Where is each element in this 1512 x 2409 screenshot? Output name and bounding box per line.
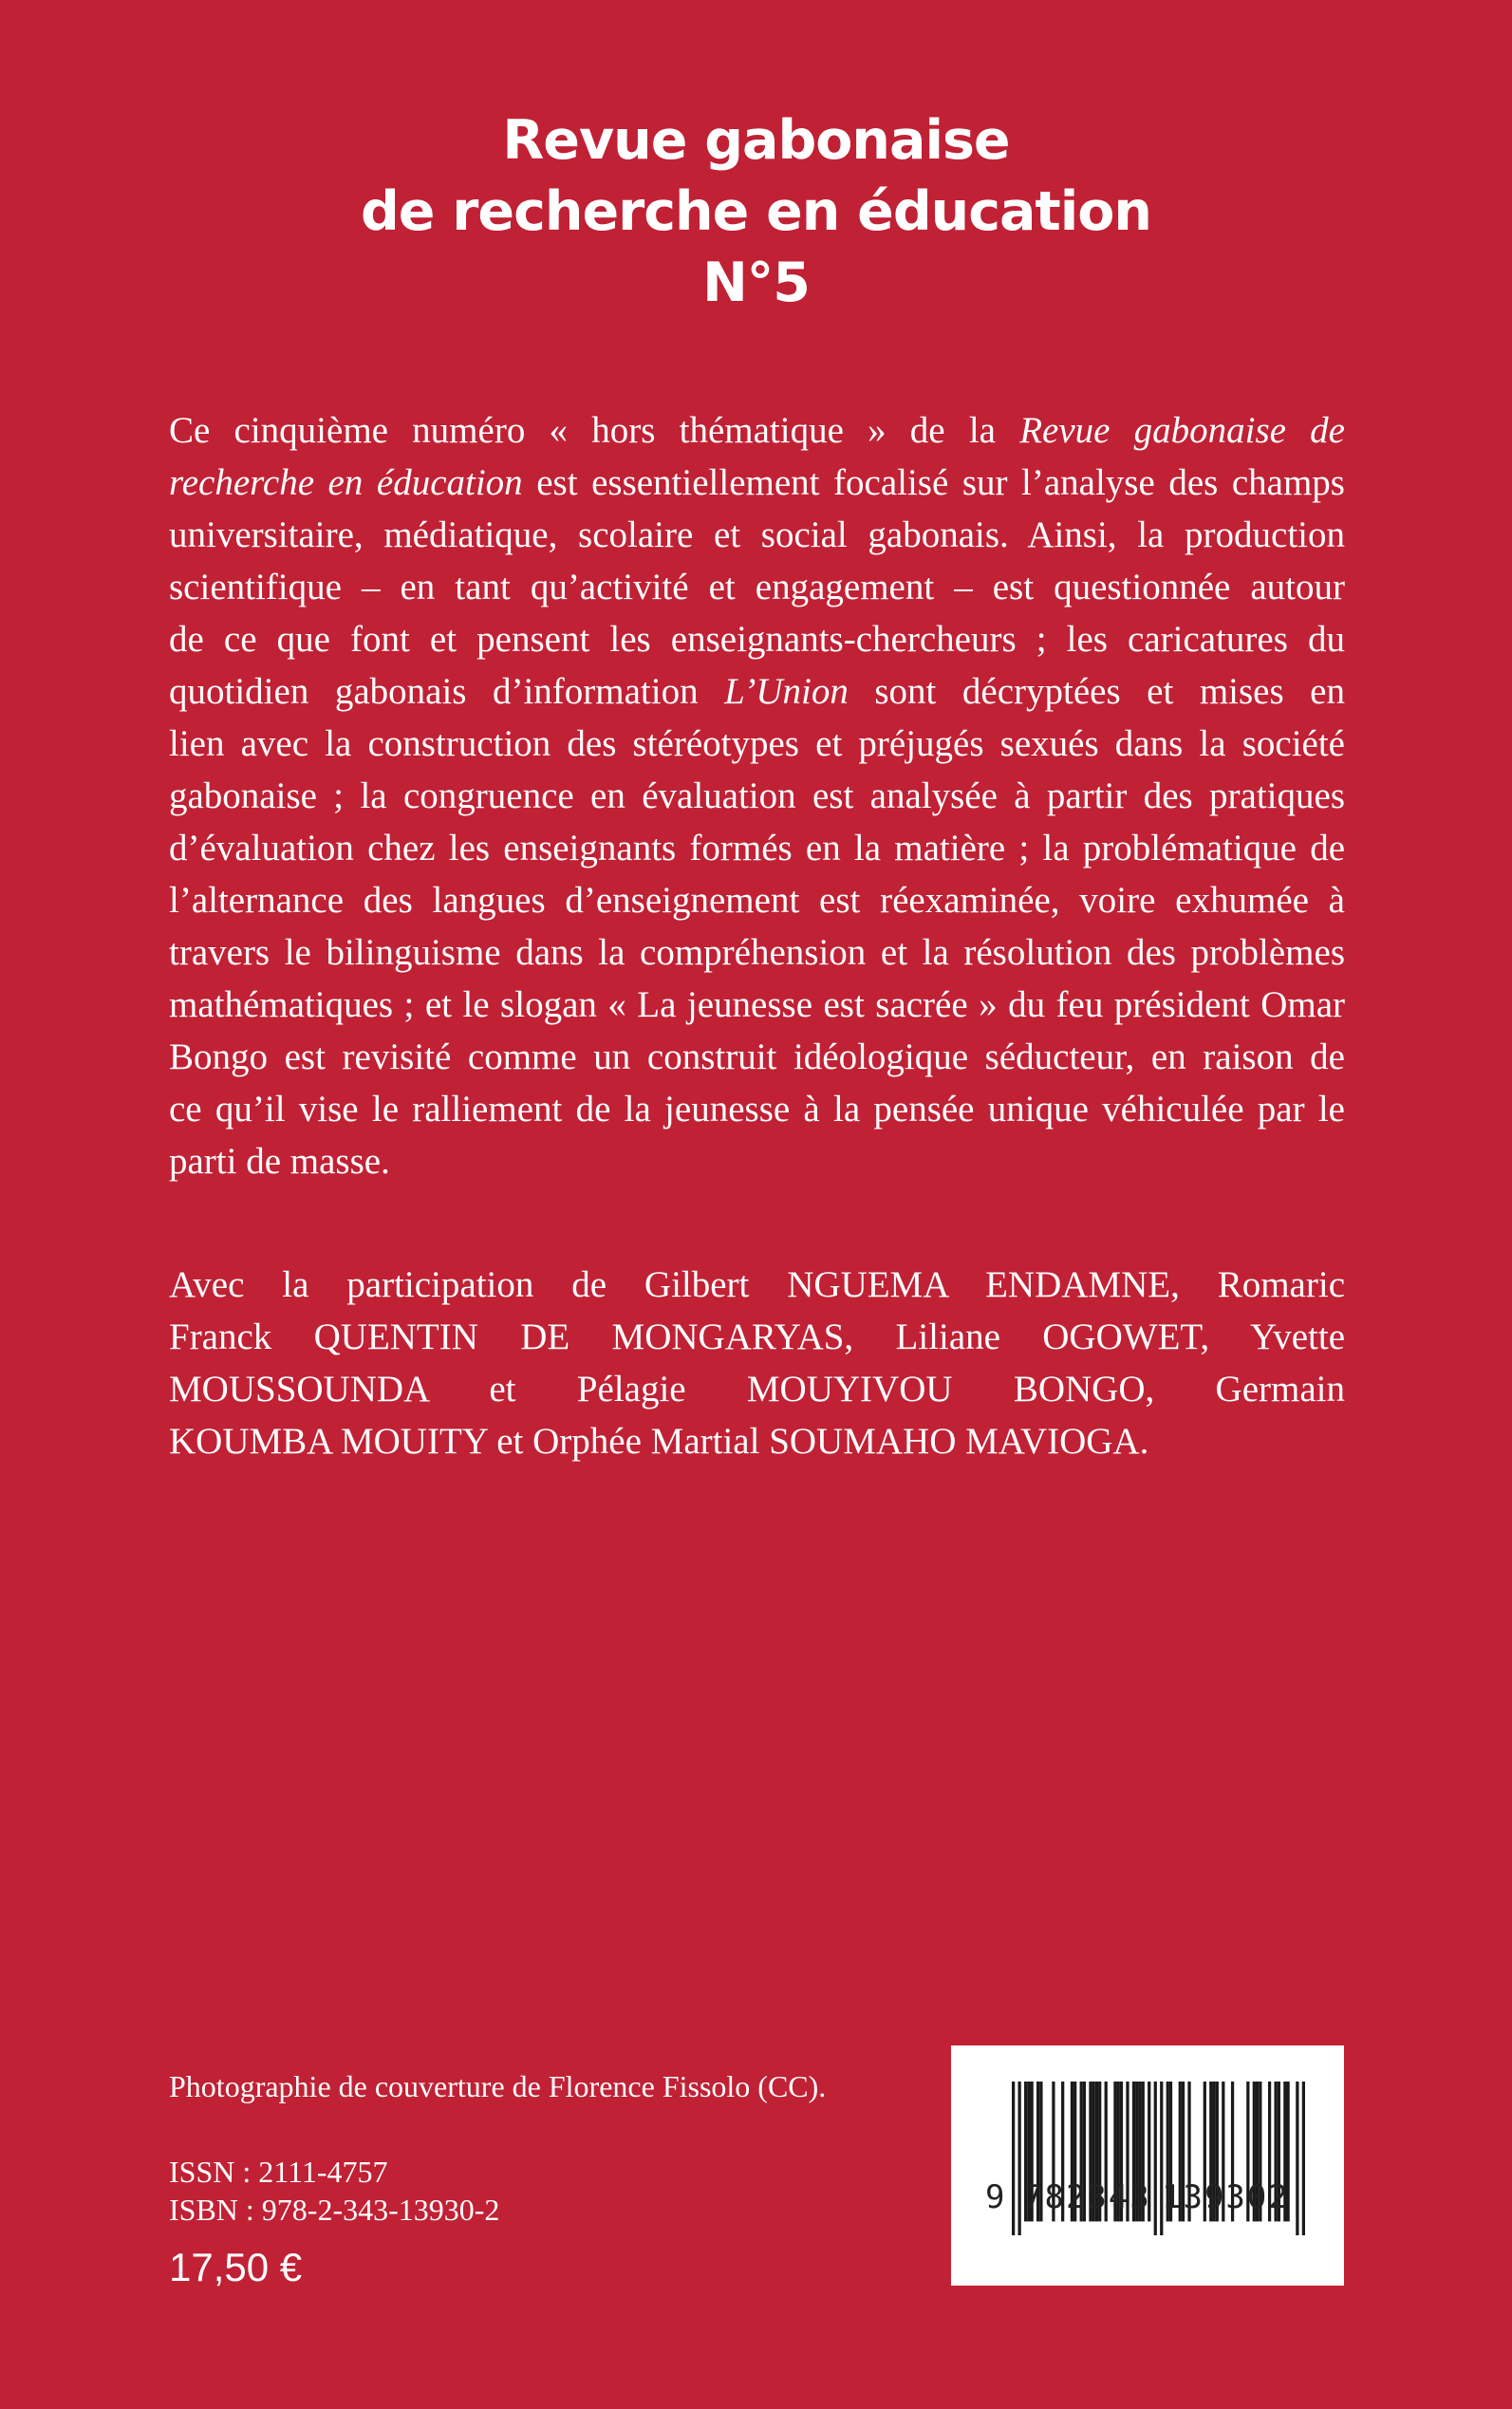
text-segment: parti de masse. (169, 1141, 390, 1182)
text-line (169, 509, 1345, 561)
barcode-bar (1296, 2082, 1298, 2235)
barcode-first-digit: 9 (985, 2178, 1005, 2216)
italic-text: Revue gabonaise de (1019, 410, 1345, 451)
text-line (169, 1083, 1345, 1135)
barcode-bar (1302, 2082, 1305, 2235)
text-line (169, 1363, 1345, 1415)
text-line (169, 770, 1345, 822)
text-segment: sont décryptées et mises en (848, 671, 1345, 712)
photo-credit: Photographie de couverture de Florence Fissolo (CC). (169, 2069, 827, 2103)
text-line (169, 874, 1345, 926)
contributors-paragraph (169, 1259, 1345, 1467)
barcode-bar (1012, 2082, 1015, 2235)
barcode-bar (1018, 2082, 1021, 2235)
text-line (169, 1415, 1345, 1467)
text-segment: quotidien gabonais d’information (169, 671, 725, 712)
text-line (169, 926, 1345, 979)
text-segment: MOUSSOUNDA et Pélagie MOUYIVOU BONGO, Germain (169, 1369, 1345, 1410)
text-line (169, 561, 1345, 613)
text-segment: scientifique – en tant qu’activité et engagement – est questionnée autour (169, 567, 1345, 607)
book-title (0, 105, 1512, 319)
issn: ISSN : 2111-4757 (169, 2155, 388, 2189)
text-line (169, 404, 1345, 457)
text-segment: Franck QUENTIN DE MONGARYAS, Liliane OGOWET, Yvette (169, 1317, 1345, 1357)
text-segment: gabonaise ; la congruence en évaluation est analysée à partir des pratiques (169, 775, 1345, 816)
text-line (169, 1031, 1345, 1083)
title-line: Revue gabonaise (502, 109, 1010, 172)
text-line (169, 979, 1345, 1031)
text-line (169, 1135, 1345, 1187)
text-line (169, 1259, 1345, 1311)
summary-paragraph (169, 404, 1345, 1187)
barcode-right-digits: 139302 (1162, 2178, 1290, 2216)
barcode (951, 2045, 1344, 2286)
text-segment: lien avec la construction des stéréotypes et préjugés sexués dans la société (169, 723, 1345, 764)
text-segment: ce qu’il vise le ralliement de la jeunesse à la pensée unique véhiculée par le (169, 1089, 1345, 1130)
text-line (169, 613, 1345, 665)
price: 17,50 € (169, 2245, 303, 2289)
text-segment: KOUMBA MOUITY et Orphée Martial SOUMAHO MAVIOGA. (169, 1421, 1149, 1462)
title-line: de recherche en éducation (361, 180, 1151, 243)
text-segment: Bongo est revisité comme un construit idéologique séducteur, en raison de (169, 1036, 1345, 1077)
text-segment: d’évaluation chez les enseignants formés en la matière ; la problématique de (169, 828, 1345, 868)
barcode-bar (1154, 2082, 1157, 2235)
text-segment: mathématiques ; et le slogan « La jeunesse est sacrée » du feu président Omar (169, 984, 1345, 1025)
italic-text: L’Union (724, 671, 849, 712)
text-segment: de ce que font et pensent les enseignants-chercheurs ; les caricatures du (169, 619, 1345, 660)
italic-text: recherche en éducation (169, 462, 523, 503)
text-segment: l’alternance des langues d’enseignement est réexaminée, voire exhumée à (169, 880, 1345, 921)
issue-number: N°5 (702, 252, 810, 314)
barcode-left-digits: 782343 (1023, 2178, 1151, 2216)
text-segment: est essentiellement focalisé sur l’analyse des champs (522, 462, 1345, 503)
text-segment: Ce cinquième numéro « hors thématique » de la (169, 410, 1020, 451)
isbn: ISBN : 978-2-343-13930-2 (169, 2193, 500, 2227)
text-line (169, 665, 1345, 718)
text-segment: travers le bilinguisme dans la compréhension et la résolution des problèmes (169, 932, 1345, 973)
text-line (169, 822, 1345, 874)
text-line (169, 718, 1345, 770)
text-segment: Avec la participation de Gilbert NGUEMA ENDAMNE, Romaric (169, 1264, 1345, 1305)
text-line (169, 457, 1345, 509)
text-line (169, 1311, 1345, 1363)
text-segment: universitaire, médiatique, scolaire et social gabonais. Ainsi, la production (169, 514, 1345, 555)
